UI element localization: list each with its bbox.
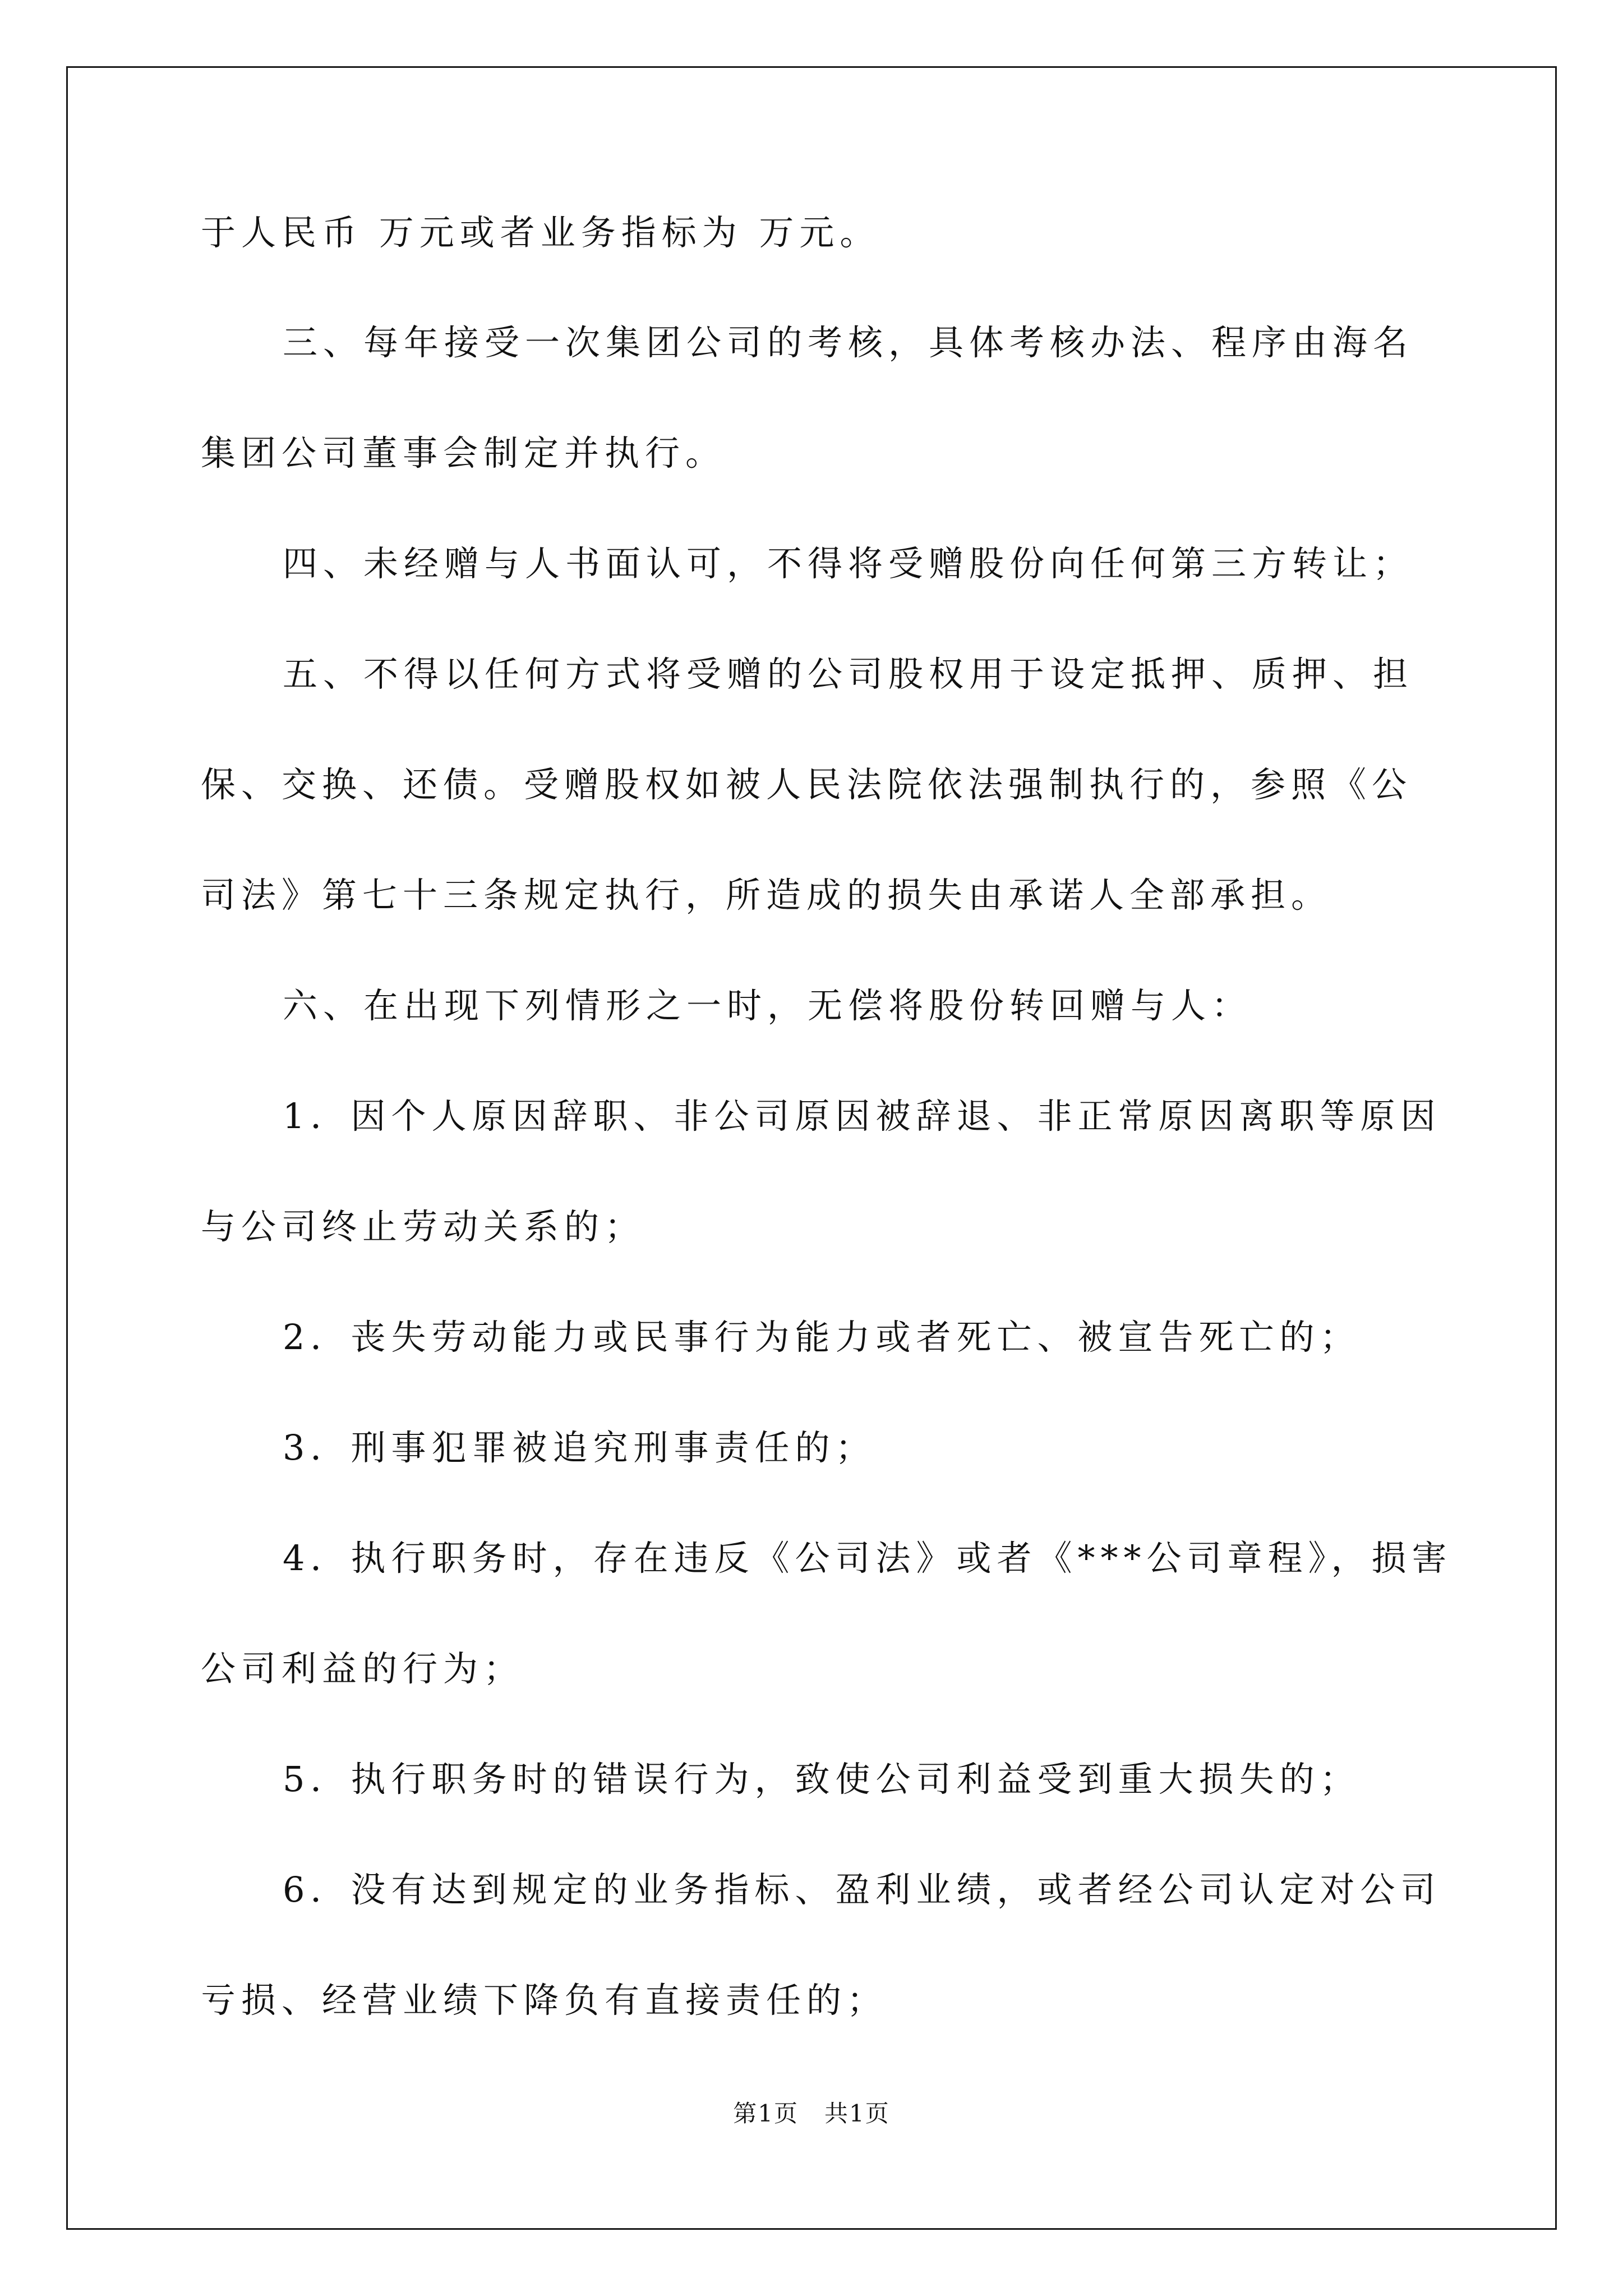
item-6-line-2: 亏损、经营业绩下降负有直接责任的； [201,1980,888,2021]
text-line: 于人民币 万元或者业务指标为 万元。 [201,212,880,253]
paragraph-5-line-2: 保、交换、还债。受赠股权如被人民法院依法强制执行的，参照《公 [201,764,1413,805]
paragraph-3-line-1: 三、每年接受一次集团公司的考核，具体考核办法、程序由海名 [283,322,1414,363]
paragraph-5-line-1: 五、不得以任何方式将受赠的公司股权用于设定抵押、质押、担 [283,654,1414,694]
item-1-line-1: 1．因个人原因辞职、非公司原因被辞退、非正常原因离职等原因 [283,1096,1441,1137]
item-2: 2．丧失劳动能力或民事行为能力或者死亡、被宣告死亡的； [283,1317,1361,1358]
item-1-line-2: 与公司终止劳动关系的； [201,1206,645,1247]
item-5: 5．执行职务时的错误行为，致使公司利益受到重大损失的； [283,1759,1361,1800]
item-6-line-1: 6．没有达到规定的业务指标、盈利业绩，或者经公司认定对公司 [283,1869,1441,1910]
page-number-footer: 第1页 共1页 [733,2100,890,2127]
item-3: 3．刑事犯罪被追究刑事责任的； [283,1427,876,1468]
item-4-line-2: 公司利益的行为； [201,1648,524,1689]
paragraph-3-line-2: 集团公司董事会制定并执行。 [201,432,726,473]
paragraph-4: 四、未经赠与人书面认可，不得将受赠股份向任何第三方转让； [283,543,1414,584]
item-4-line-1: 4．执行职务时，存在违反《公司法》或者《***公司章程》，损害 [283,1538,1453,1579]
paragraph-5-line-3: 司法》第七十三条规定执行，所造成的损失由承诺人全部承担。 [201,875,1332,915]
paragraph-6: 六、在出现下列情形之一时，无偿将股份转回赠与人： [283,985,1252,1026]
